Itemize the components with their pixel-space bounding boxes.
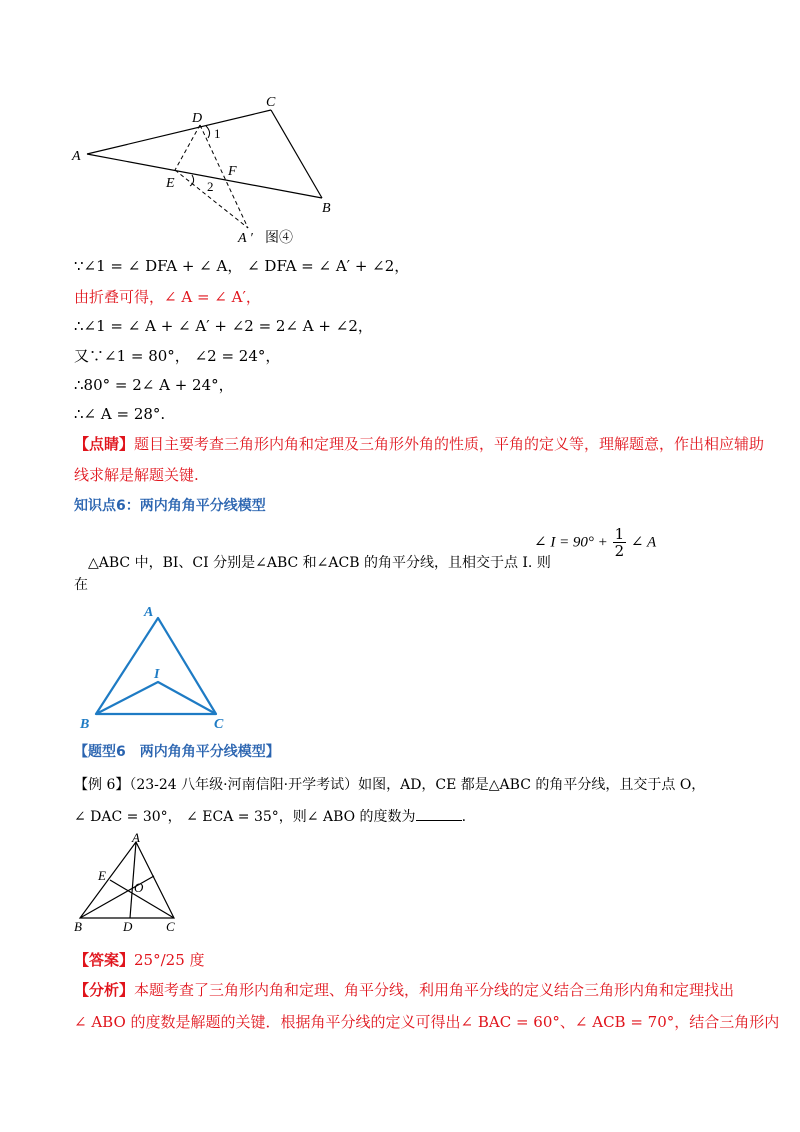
example-triangle-figure	[70, 830, 190, 936]
formula-fraction	[613, 526, 627, 559]
answer-blank	[416, 806, 462, 821]
type6-heading: 【题型6 两内角角平分线模型】	[74, 744, 280, 760]
example-text-2: ∠ DAC = 30°， ∠ ECA = 35°，则∠ ABO 的度数为	[74, 809, 416, 825]
fig4-label-D: D	[192, 111, 203, 126]
fig4-label-A-prime: A ′	[238, 231, 253, 246]
ex-label-D: D	[123, 919, 133, 934]
solution-line-6: ∴∠ A = 28°.	[74, 405, 166, 423]
formula-denominator: 2	[614, 542, 625, 560]
comment-line-2: 线求解是解题关键.	[74, 466, 199, 484]
fig4-label-F: F	[228, 164, 237, 179]
answer-text: 25°/25 度	[134, 951, 205, 969]
analysis-tag: 【分析】	[74, 981, 135, 999]
fig4-label-E: E	[166, 176, 175, 191]
example-text-1: 如图，AD，CE 都是△ABC 的角平分线，且交于点 O，	[358, 777, 706, 793]
example-source: （23-24 八年级·河南信阳·开学考试）	[129, 777, 359, 793]
fig4-label-C: C	[266, 95, 276, 110]
knowledge-formula	[534, 526, 656, 559]
knowledge-desc-2: 在	[74, 577, 88, 593]
fig4-label-1: 1	[214, 126, 221, 141]
ex-label-A: A	[132, 830, 140, 845]
solution-line-2: 由折叠可得，∠ A = ∠ A′，	[74, 288, 261, 306]
analysis-line-1	[74, 980, 734, 1000]
example-tag: 【例 6】	[74, 777, 130, 793]
answer-line	[74, 950, 205, 970]
ex-label-O: O	[134, 880, 144, 895]
fig4-label-2: 2	[207, 179, 214, 194]
comment-line-1	[74, 434, 764, 454]
answer-tag: 【答案】	[74, 951, 135, 969]
fig4-label-A: A	[72, 149, 81, 164]
ex-label-E: E	[98, 868, 106, 883]
analysis-text-1: 本题考查了三角形内角和定理、角平分线，利用角平分线的定义结合三角形内角和定理找出	[134, 981, 735, 999]
bisector-triangle-figure	[74, 600, 244, 732]
solution-line-4: 又∵∠1 = 80°， ∠2 = 24°，	[74, 347, 281, 365]
analysis-line-2: ∠ ABO 的度数是解题的关键．根据角平分线的定义可得出∠ BAC = 60°、∠ ACB = 70°，结合三角形内	[74, 1013, 780, 1031]
comment-tag: 【点睛】	[74, 435, 135, 453]
comment-text-1: 题目主要考查三角形内角和定理及三角形外角的性质，平角的定义等，理解题意，作出相应辅助	[134, 435, 765, 453]
solution-line-1: ∵∠1 = ∠ DFA + ∠ A， ∠ DFA = ∠ A′ + ∠2，	[74, 257, 410, 275]
tri-label-I: I	[154, 667, 160, 682]
formula-numerator: 1	[614, 525, 625, 543]
ex-label-C: C	[166, 919, 175, 934]
knowledge-desc: △ABC 中，BI、CI 分别是∠ABC 和∠ACB 的角平分线，且相交于点 I. 则	[88, 555, 551, 571]
solution-line-3: ∴∠1 = ∠ A + ∠ A′ + ∠2 = 2∠ A + ∠2，	[74, 317, 373, 335]
folding-figure	[60, 90, 350, 250]
solution-line-5: ∴80° = 2∠ A + 24°，	[74, 376, 234, 394]
fig4-caption: 图④	[265, 231, 293, 246]
example-text-2-end: .	[461, 809, 467, 825]
tri-label-C: C	[214, 717, 224, 732]
formula-left: ∠ I = 90° +	[534, 534, 608, 551]
fig4-label-B: B	[322, 201, 331, 216]
example-line-2	[74, 806, 466, 827]
ex-label-B: B	[74, 919, 82, 934]
tri-label-A: A	[144, 605, 154, 620]
example-line-1	[74, 775, 705, 795]
knowledge-heading: 知识点6：两内角角平分线模型	[74, 498, 266, 514]
formula-right: ∠ A	[630, 534, 657, 551]
tri-label-B: B	[80, 717, 90, 732]
